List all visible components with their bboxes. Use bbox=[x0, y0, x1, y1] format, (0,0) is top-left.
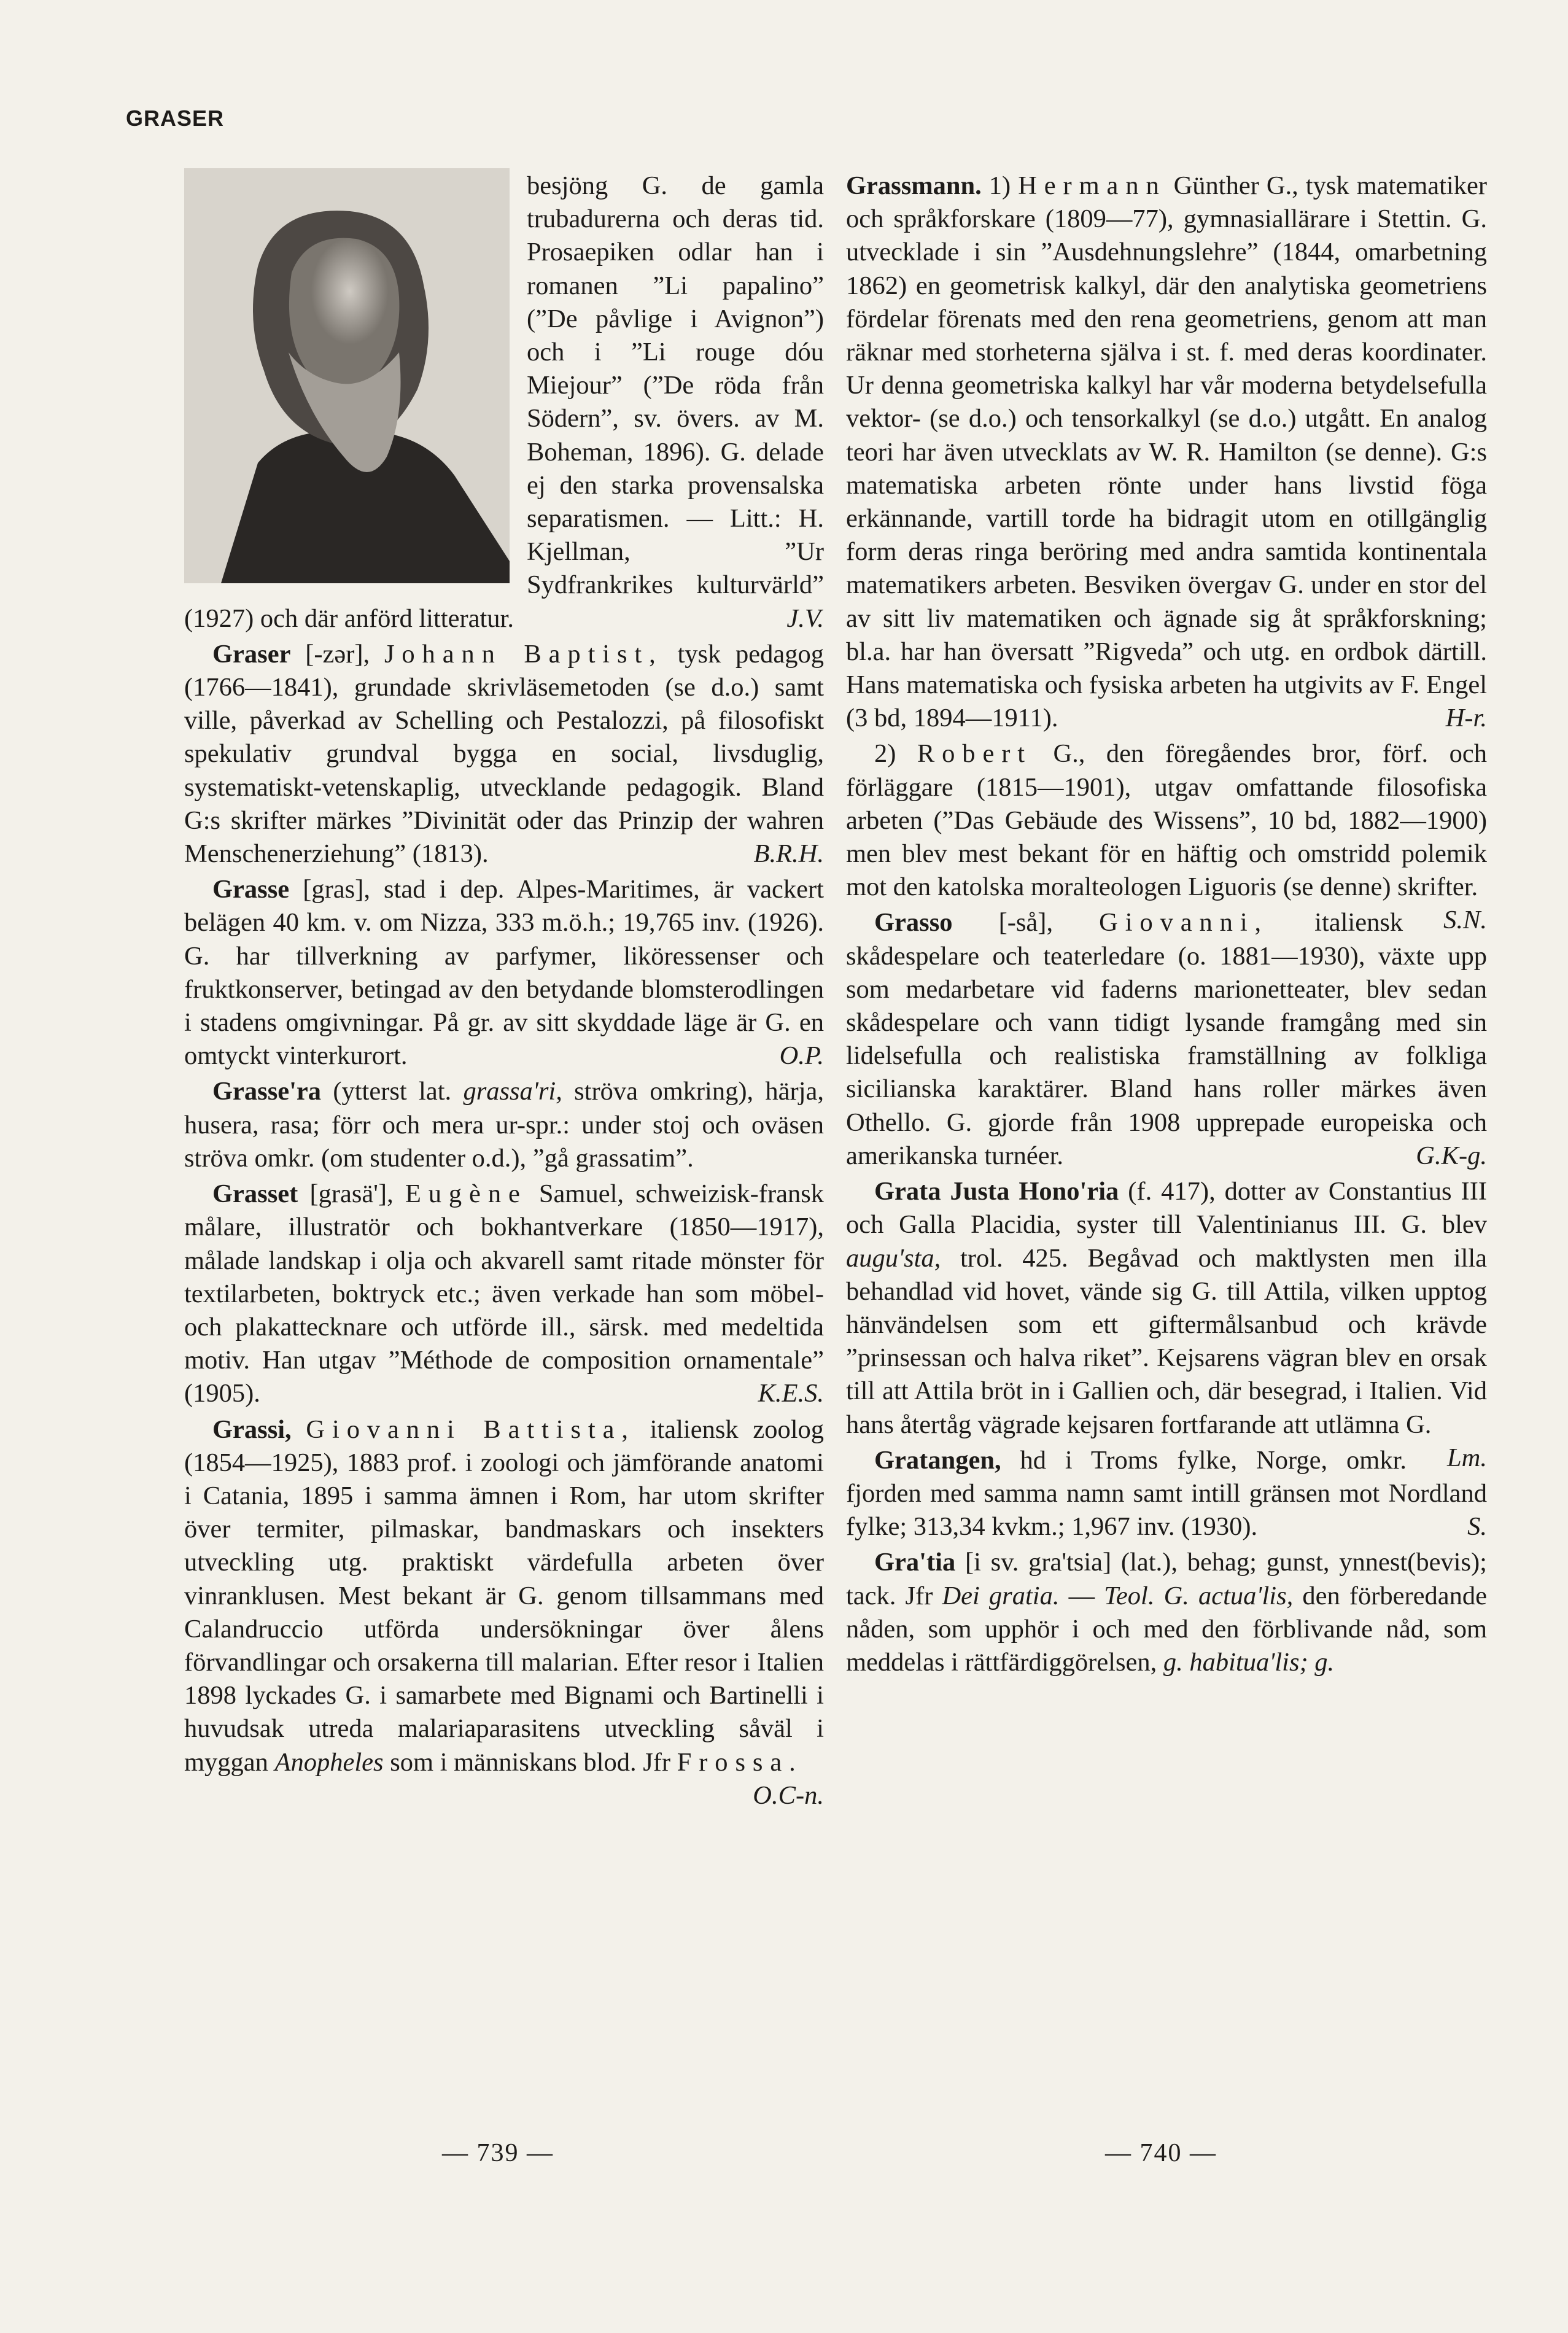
entry-grasset bbox=[184, 1178, 824, 1410]
headword: Grata Justa Hono'ria bbox=[874, 1177, 1119, 1206]
author-signature: J.V. bbox=[786, 604, 824, 633]
entry-grassi bbox=[184, 1413, 825, 1810]
entry-text: hd i Troms fylke, Norge, omkr. fjorden med samma namn samt intill gränsen mot Nordland fylke; 313,34 kvkm.; 1,967 inv. (1930). bbox=[846, 1445, 1487, 1542]
portrait-photo bbox=[184, 168, 510, 583]
entry-text: tysk pedagog (1766—1841), grundade skrivläsemetoden (se d.o.) samt ville, påverkad av Schelling och Pestalozzi, på filosofiskt spekulativ grundval bygga en social, livsduglig, systematiskt-vetenskaplig, utvecklande pedagogik. Bland G:s skrifter märkes ”Divinität oder das Prinzip der wahren Menschenerziehung” (1813). bbox=[184, 639, 825, 869]
entry-text: besjöng G. de gamla trubadurerna och deras tid. Prosaepiken odlar han i romanen ”Li papalino” (”De påvlige i Avignon”) och i ”Li rouge dóu Miejour” (”De röda från Södern”, sv. övers. av M. Boheman, 1896). G. delade ej den starka provensalska separatismen. — Litt.: H. Kjellman, ”Ur Sydfrankrikes kulturvärld” (1927) och där anförd litteratur. bbox=[184, 171, 824, 633]
person-name: Robert bbox=[917, 739, 1032, 769]
latin-term: g. habitua'lis; bbox=[1163, 1647, 1308, 1677]
author-signature: O.C-n. bbox=[753, 1780, 824, 1810]
author-signature: K.E.S. bbox=[758, 1379, 824, 1408]
entry-text: [grasä'], bbox=[309, 1179, 394, 1209]
latin-term: augu'sta, bbox=[846, 1243, 941, 1273]
entry-text: som i människans blod. Jfr bbox=[390, 1747, 671, 1777]
headword: Graser bbox=[212, 639, 291, 669]
page-number-left: — 739 — bbox=[442, 2139, 554, 2167]
entry-text: Günther G., tysk matematiker och språkforskare (1809—77), gymnasiallärare i Stettin. G. utvecklade i sin ”Ausdehnungslehre” (1844, omarbetning 1862) en geometrisk kalkyl, där den analytiska geometriens fördelar förenats med den rena geometriens, genom att man räknar med storheterna själva i st. f. med deras koordinater. Ur denna geometriska kalkyl har vår moderna betydelsefulla vektor- (se d.o.) och tensorkalkyl (se d.o.) utgått. En analog teori har även utvecklats av W. R. Hamilton (se denne). G:s matematiska arbeten rönte under hans livstid föga erkännande, vartill torde ha bidragit utom en otillgänglig form deras ringa beröring med andra samtida kontinentala matematikers arbeten. Besviken övergav G. under en stor del av sitt liv matematiken och ägnade sig åt språkforskning; bl.a. har han översatt ”Rigveda” och utg. en ordbok därtill. Hans matematiska och fysiska arbeten ha utgivits av F. Engel (3 bd, 1894—1911). bbox=[846, 171, 1488, 733]
entry-text: trol. 425. Begåvad och maktlysten men illa behandlad vid hovet, vände sig G. till Attila, vilken upptog hänvändelsen som ett giftermålsanbud och krävde ”prinsessan och halva riket”. Kejsarens vägran blev en orsak till att Attila bröt in i Gallien och, där besegrad, i Italien. Vid hans återtåg vägrade kejsaren fortfarande att utlämna G. bbox=[846, 1243, 1488, 1439]
headword: Gra'tia bbox=[874, 1548, 956, 1577]
entry-gratia bbox=[846, 1546, 1487, 1679]
entry-grasso bbox=[846, 906, 1487, 1173]
entry-text: italiensk skådespelare och teaterledare (o. 1881—1930), växte upp som medarbetare vid faderns marionetteater, blev sedan skådespelare och vann tidigt lysande framgång med sin lidelsefulla och realistiska framställning av folkliga sicilianska karaktärer. Bland hans roller märkes även Othello. G. gjorde från 1908 upprepade europeiska och amerikanska turnéer. bbox=[846, 908, 1487, 1170]
entry-text: [-zər], bbox=[305, 639, 370, 669]
page-number-right: — 740 — bbox=[1105, 2139, 1217, 2167]
person-name: Hermann bbox=[1018, 171, 1166, 200]
entry-text: ströva omkring), härja, husera, rasa; förr och mera ur-spr.: under stoj och oväsen ströva omkr. (om studenter o.d.), ”gå grassatim”. bbox=[184, 1077, 824, 1173]
entry-graser bbox=[184, 638, 824, 871]
entry-text: [i sv. gra'tsia] (lat.), behag; gunst, ynnest(bevis); tack. Jfr bbox=[846, 1548, 1487, 1610]
author-signature: S. bbox=[1467, 1512, 1487, 1542]
headword: Grassi, bbox=[212, 1415, 292, 1444]
author-signature: B.R.H. bbox=[753, 839, 824, 869]
entry-text: italiensk zoolog (1854—1925), 1883 prof. i zoologi och jämförande anatomi i Catania, 1895 i samma ämnen i Rom, har utom skrifter över termiter, pilmaskar, bandmaskars och insekters utveckling utg. praktiskt värdefulla arbeten över vinranklusen. Mest bekant är G. genom tillsammans med Calandruccio utförda undersökningar över ålens förvandlingar och orsakerna till malarian. Efter resor i Italien 1898 lyckades G. i samarbete med Bignami och Bartinelli i huvudsak utreda malariaparasitens utveckling såväl i myggan bbox=[184, 1415, 825, 1777]
latin-term: Teol. G. actua'lis, bbox=[1104, 1581, 1294, 1610]
entry-grassera bbox=[184, 1075, 824, 1175]
latin-term: g. bbox=[1314, 1647, 1335, 1677]
entry-text: G., den föregåendes bror, förf. och förläggare (1815—1901), utgav omfattande filosofiska arbeten (”Das Gebäude des Wissens”, 10 bd, 1882—1900) men blev mest bekant för en häftig och omstridd polemik mot den katolska moralteologen Liguoris (se denne) skrifter. bbox=[846, 739, 1488, 902]
person-name: Eugène bbox=[405, 1179, 527, 1209]
headword: Grassmann. bbox=[846, 171, 982, 200]
author-signature: O.P. bbox=[779, 1041, 824, 1071]
entry-text: [-så], bbox=[998, 908, 1054, 937]
entry-text: Samuel, schweizisk-fransk målare, illustratör och bokhantverkare (1850—1917), målade landskap i olja och akvarell samt ritade mönster för textilarbeten, boktryck etc.; även verkade han som möbel- och plakattecknare och utförde ill., särsk. med medeltida motiv. Han utgav ”Méthode de composition ornamentale” (1905). bbox=[184, 1179, 825, 1408]
entry-grasse bbox=[184, 873, 824, 1073]
author-signature: G.K-g. bbox=[1416, 1141, 1487, 1170]
entry-text: (ytterst lat. bbox=[333, 1077, 452, 1106]
running-header: GRASER bbox=[126, 106, 225, 131]
person-name: Johann Baptist, bbox=[384, 639, 663, 669]
headword: Grasse bbox=[212, 875, 290, 904]
entry-gratangen bbox=[846, 1444, 1487, 1544]
right-column bbox=[846, 169, 1487, 1679]
entry-text: den förberedande nåden, som upphör i och med den förblivande nåd, som meddelas i rättfärdiggörelsen, bbox=[846, 1581, 1488, 1677]
left-column bbox=[184, 169, 824, 1812]
latin-term: grassa'ri, bbox=[463, 1077, 562, 1106]
author-signature: Lm. bbox=[1447, 1443, 1487, 1472]
author-signature: H-r. bbox=[1445, 704, 1487, 733]
headword: Grasset bbox=[212, 1179, 298, 1209]
headword: Gratangen, bbox=[874, 1445, 1001, 1475]
entry-text: — bbox=[1068, 1581, 1095, 1610]
entry-grassmann bbox=[846, 169, 1487, 735]
cross-reference: Frossa. bbox=[677, 1747, 803, 1777]
entry-text: [gras], stad i dep. Alpes-Maritimes, är vackert belägen 40 km. v. om Nizza, 333 m.ö.h.; 19,765 inv. (1926). G. har tillverkning av parfymer, liköressenser och fruktkonserver, betingad av den betydande blomsterodlingen i stadens omgivningar. På gr. av sitt skyddade läge är G. en omtyckt vinterkurort. bbox=[184, 875, 824, 1071]
person-name: Giovanni Battista, bbox=[306, 1415, 635, 1444]
latin-term: Dei gratia. bbox=[942, 1581, 1060, 1610]
headword: Grasso bbox=[874, 908, 953, 937]
headword: Grasse'ra bbox=[212, 1077, 322, 1106]
author-signature: S.N. bbox=[1443, 906, 1487, 935]
latin-term: Anopheles bbox=[274, 1747, 384, 1777]
entry-text: 2) bbox=[874, 739, 896, 769]
entry-text: 1) bbox=[988, 171, 1011, 200]
person-name: Giovanni, bbox=[1099, 908, 1269, 937]
portrait-image bbox=[184, 168, 510, 583]
entry-text: (f. 417), dotter av Constantius III och Galla Placidia, syster till Valentinianus III. G. blev bbox=[846, 1177, 1488, 1240]
